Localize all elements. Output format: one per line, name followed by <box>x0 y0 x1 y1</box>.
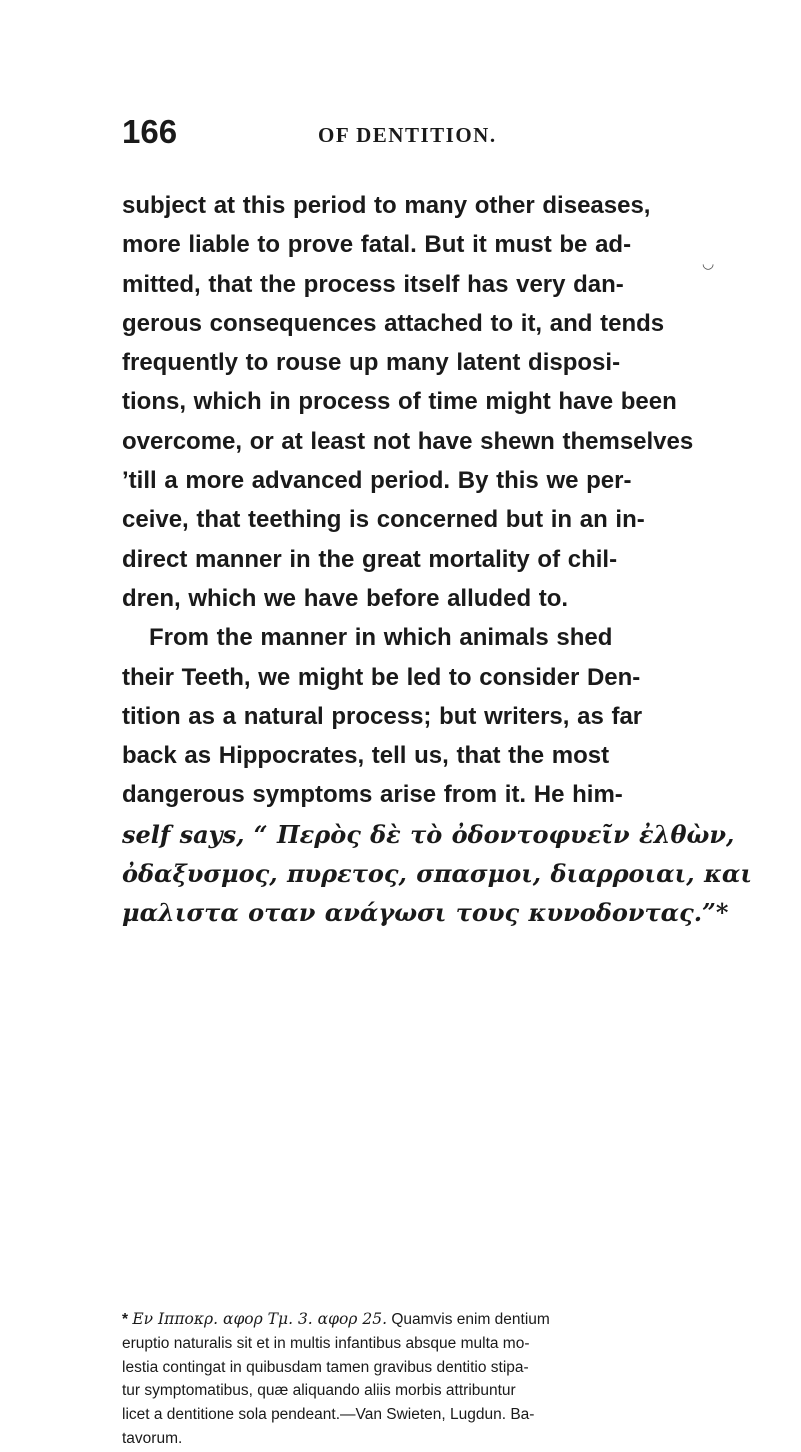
footnote-greek-reference: Εν Ιπποκρ. αφορ Τμ. 3. αφορ 25. <box>132 1310 387 1328</box>
text-line: direct manner in the great mortality of chil- <box>122 545 618 573</box>
greek-quote-line: self says, “ Περὸς δὲ τὸ ὀδοντοφυεῖν ἐλθὼν, <box>122 819 735 849</box>
text-line: frequently to rouse up many latent disposi- <box>122 349 621 377</box>
text-line: back as Hippocrates, tell us, that the most <box>122 742 610 770</box>
text-line: more liable to prove fatal. But it must be ad- <box>122 231 632 259</box>
chapter-title: OF DENTITION. <box>318 123 497 147</box>
text-line: dren, which we have before alluded to. <box>122 584 569 612</box>
footnote-text: Quamvis enim dentium <box>391 1311 550 1328</box>
greek-quote-line: ὀδαξυσμος, πυρετος, σπασμοι, διαρροιαι, και <box>122 859 753 889</box>
running-head <box>122 113 722 153</box>
text-line: ceive, that teething is concerned but in an in- <box>122 506 645 534</box>
text-line: gerous consequences attached to it, and tends <box>122 309 665 337</box>
text-line: dangerous symptoms arise from it. He him- <box>122 781 623 809</box>
footnote <box>122 1308 762 1451</box>
greek-quote-line: μαλιστα οταν ανάγωσι τους κυνοδοντας.”* <box>122 898 729 928</box>
footnote-line: eruptio naturalis sit et in multis infantibus absque multa mo- <box>122 1334 530 1352</box>
footnote-marker: * <box>122 1311 129 1328</box>
text-line: their Teeth, we might be led to consider Den- <box>122 663 641 691</box>
text-line: ’till a more advanced period. By this we per- <box>122 467 632 495</box>
footnote-line: tur symptomatibus, quæ aliquando aliis morbis attribuntur <box>122 1382 516 1400</box>
text-line: subject at this period to many other diseases, <box>122 192 651 219</box>
margin-mark: ◡ <box>702 256 715 272</box>
text-line: overcome, or at least not have shewn themselves <box>122 427 694 455</box>
footnote-line: lestia contingat in quibusdam tamen gravibus dentitio stipa- <box>122 1358 529 1376</box>
text-line: tions, which in process of time might have been <box>122 388 677 416</box>
text-line: mitted, that the process itself has very dan- <box>122 270 624 298</box>
text-line: tition as a natural process; but writers, as far <box>122 702 643 730</box>
footnote-line: licet a dentitione sola pendeant.—Van Swieten, Lugdun. Ba- <box>122 1406 535 1424</box>
footnote-line: tavorum. <box>122 1429 183 1447</box>
footnote-first-line <box>122 1308 762 1332</box>
page-number: 166 <box>122 113 178 150</box>
body-text <box>122 186 762 933</box>
paragraph-start-line: From the manner in which animals shed <box>149 624 613 652</box>
